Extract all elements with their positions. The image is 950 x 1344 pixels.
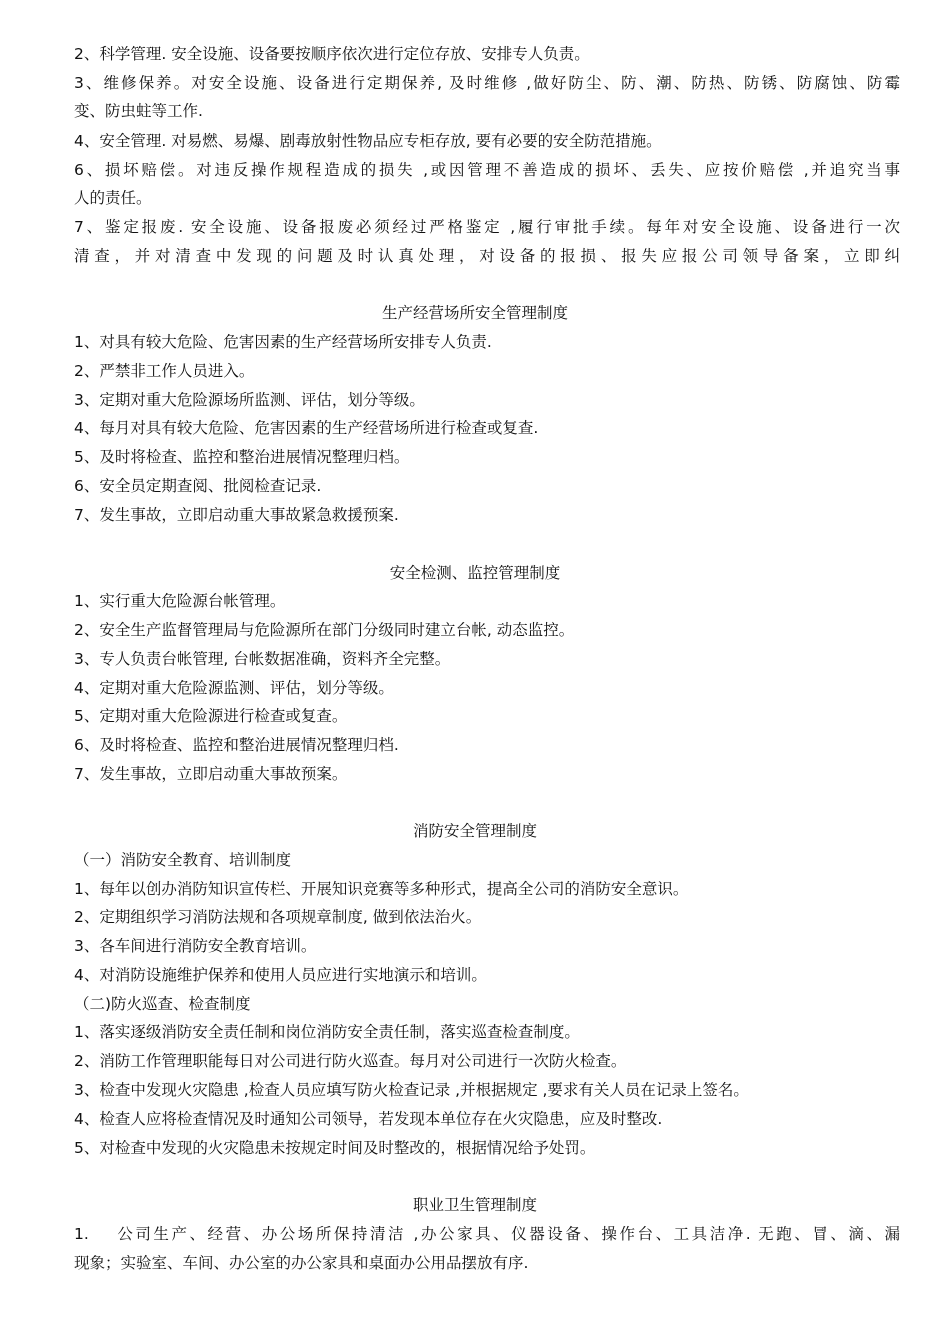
section3-inspection-item: 4、检查人应将检查情况及时通知公司领导，若发现本单位存在火灾隐患，应及时整改. bbox=[74, 1110, 663, 1128]
section2-item: 1、实行重大危险源台帐管理。 bbox=[74, 592, 286, 610]
intro-item-7-line2: 清查，并对清查中发现的问题及时认真处理，对设备的报损、报失应报公司领导备案，立即纠 bbox=[74, 247, 900, 265]
section1-item: 5、及时将检查、监控和整治进展情况整理归档。 bbox=[74, 448, 410, 466]
intro-item-6-line1: 6、损坏赔偿。对违反操作规程造成的损失 ,或因管理不善造成的损坏、丢失、应按价赔偿 ,并追究当事 bbox=[74, 161, 900, 179]
section2-item: 2、安全生产监督管理局与危险源所在部门分级同时建立台帐, 动态监控。 bbox=[74, 621, 575, 639]
section-title-monitoring: 安全检测、监控管理制度 bbox=[389, 564, 561, 582]
subsection-title-inspection: （二)防火巡查、检查制度 bbox=[74, 995, 251, 1013]
section1-item: 3、定期对重大危险源场所监测、评估，划分等级。 bbox=[74, 391, 425, 409]
section2-item: 4、定期对重大危险源监测、评估，划分等级。 bbox=[74, 679, 394, 697]
section4-item-1-number: 1. bbox=[74, 1225, 89, 1243]
section2-item: 3、专人负责台帐管理, 台帐数据准确，资料齐全完整。 bbox=[74, 650, 451, 668]
intro-item-7-line1: 7、鉴定报废. 安全设施、设备报废必须经过严格鉴定 ,履行审批手续。每年对安全设施、设备进行一次 bbox=[74, 218, 900, 236]
section3-inspection-item: 3、检查中发现火灾隐患 ,检查人员应填写防火检查记录 ,并根据规定 ,要求有关人员在记录上签名。 bbox=[74, 1081, 749, 1099]
section2-item: 7、发生事故，立即启动重大事故预案。 bbox=[74, 765, 348, 783]
section3-training-item: 1、每年以创办消防知识宣传栏、开展知识竞赛等多种形式，提高全公司的消防安全意识。 bbox=[74, 880, 689, 898]
section-title-workplace-safety: 生产经营场所安全管理制度 bbox=[381, 304, 568, 322]
section3-inspection-item: 2、消防工作管理职能每日对公司进行防火巡查。每月对公司进行一次防火检查。 bbox=[74, 1052, 627, 1070]
section3-training-item: 3、各车间进行消防安全教育培训。 bbox=[74, 937, 317, 955]
section1-item: 7、发生事故，立即启动重大事故紧急救援预案. bbox=[74, 506, 399, 524]
section1-item: 6、安全员定期查阅、批阅检查记录. bbox=[74, 477, 322, 495]
section3-inspection-item: 1、落实逐级消防安全责任制和岗位消防安全责任制，落实巡查检查制度。 bbox=[74, 1023, 580, 1041]
section2-item: 5、定期对重大危险源进行检查或复查。 bbox=[74, 707, 348, 725]
section-title-fire-safety: 消防安全管理制度 bbox=[412, 822, 537, 840]
section-title-occupational-health: 职业卫生管理制度 bbox=[412, 1196, 537, 1214]
section3-training-item: 2、定期组织学习消防法规和各项规章制度, 做到依法治火。 bbox=[74, 908, 482, 926]
section1-item: 2、严禁非工作人员进入。 bbox=[74, 362, 255, 380]
section3-inspection-item: 5、对检查中发现的火灾隐患未按规定时间及时整改的，根据情况给予处罚。 bbox=[74, 1139, 596, 1157]
section4-item-1-line1 bbox=[74, 1224, 900, 1244]
intro-item-2: 2、科学管理. 安全设施、设备要按顺序依次进行定位存放、安排专人负责。 bbox=[74, 45, 590, 63]
section1-item: 4、每月对具有较大危险、危害因素的生产经营场所进行检查或复查. bbox=[74, 419, 539, 437]
intro-item-3-line1: 3、维修保养。对安全设施、设备进行定期保养, 及时维修 ,做好防尘、防、潮、防热、防锈、防腐蚀、防霉 bbox=[74, 74, 900, 92]
section1-item: 1、对具有较大危险、危害因素的生产经营场所安排专人负责. bbox=[74, 333, 492, 351]
intro-item-4: 4、安全管理. 对易燃、易爆、剧毒放射性物品应专柜存放, 要有必要的安全防范措施。 bbox=[74, 132, 662, 150]
subsection-title-training: （一）消防安全教育、培训制度 bbox=[74, 851, 292, 869]
section3-training-item: 4、对消防设施维护保养和使用人员应进行实地演示和培训。 bbox=[74, 966, 487, 984]
section4-item-1-line2: 现象；实验室、车间、办公室的办公家具和桌面办公用品摆放有序. bbox=[74, 1254, 529, 1272]
intro-item-6-line2: 人的责任。 bbox=[74, 189, 152, 207]
intro-item-3-line2: 变、防虫蛀等工作. bbox=[74, 102, 203, 120]
section4-item-1-text: 公司生产、经营、办公场所保持清洁 ,办公家具、仪器设备、操作台、工具洁净. 无跑、冒、滴、漏 bbox=[114, 1225, 900, 1243]
section2-item: 6、及时将检查、监控和整治进展情况整理归档. bbox=[74, 736, 399, 754]
